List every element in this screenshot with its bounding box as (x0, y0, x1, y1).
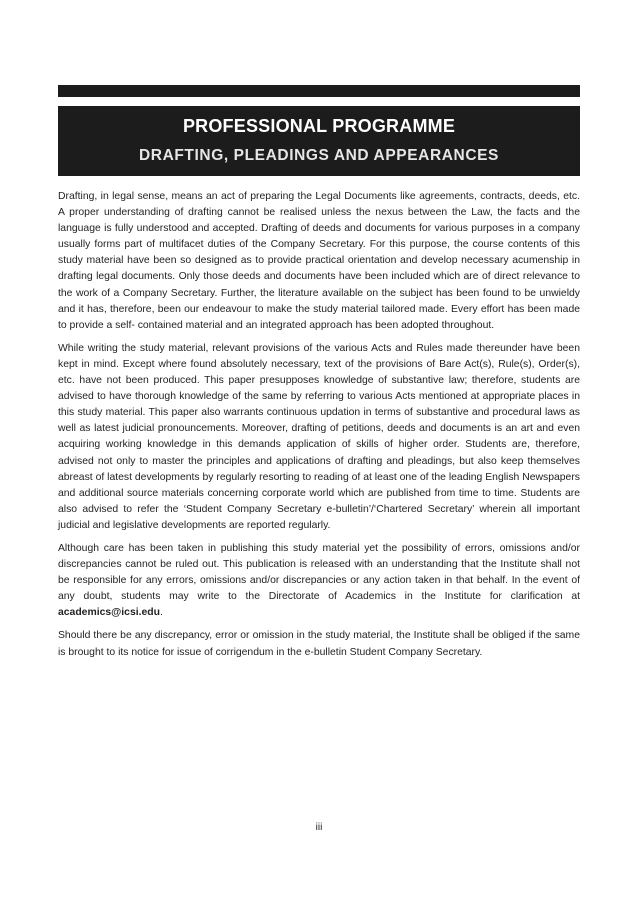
page-title: PROFESSIONAL PROGRAMME (182, 116, 456, 136)
paragraph-3-end: . (159, 607, 163, 619)
title-banner (58, 106, 580, 176)
paragraph-3-text: Although care has been taken in publishing this study material yet the possibility of errors, omissions and/or discrepancies cannot be ruled out. This publication is released with an understanding that the Institute shall not be responsible for any errors, omissions and/or discrepancies or any action taken in that behalf. In the event of any doubt, students may write to the Directorate of Academics in the Institute for clarification at (58, 542, 580, 603)
page-number: iii (315, 822, 323, 833)
paragraph-4: Should there be any discrepancy, error or omission in the study material, the Institute shall be obliged if the same is brought to its notice for issue of corrigendum in the e-bulletin Student Company Secretary. (58, 630, 580, 658)
body-text (58, 189, 580, 668)
paragraph-3 (58, 541, 580, 621)
page-subtitle: DRAFTING, PLEADINGS AND APPEARANCES (138, 147, 499, 164)
paragraph-2: While writing the study material, relevant provisions of the various Acts and Rules made thereunder have been kept in mind. Except where found absolutely necessary, text of the provisions of Bare Act(s), Rule(s), Order(s), etc. have not been produced. This paper presupposes knowledge of substantive law; therefore, students are advised to have thorough knowledge of the same by referring to various Acts mentioned at appropriate places in this study material. This paper also warrants continuous updation in terms of substantive and procedural laws as well as latest judicial pronouncements. Moreover, drafting of petitions, deeds and documents is an art and even acquiring working knowledge in this demands application of skills of higher order. Students are, therefore, advised not only to master the principles and applications of drafting and pleadings, but also keep themselves abreast of latest developments by regularly resorting to reading of at least one of the leading English Newspapers and additional source materials concerning corporate world which are published from time to time. Students are also advised to refer the ‘Student Company Secretary e-bulletin’/‘Chartered Secretary’ wherein all important judicial and legislative developments are reported regularly. (58, 342, 580, 531)
paragraph-1: Drafting, in legal sense, means an act of preparing the Legal Documents like agreements, contracts, deeds, etc. A proper understanding of drafting cannot be realised unless the nexus between the Law, the facts and the language is fully understood and accepted. Drafting of deeds and documents for various purposes in a company usually forms part of multifacet duties of the Company Secretary. For this purpose, the course contents of this study material have been so designed as to provide practical orientation and develop necessary acumenship in drafting legal documents. Only those deeds and documents have been included which are of direct relevance to the work of a Company Secretary. Further, the literature available on the subject has been found to be unwieldy and it has, therefore, been our endeavour to make the study material tailored made. Every effort has been made to provide a self- contained material and an integrated approach has been adopted throughout. (58, 191, 580, 331)
top-rule (58, 85, 580, 97)
email-link[interactable]: academics@icsi.edu (58, 607, 160, 619)
